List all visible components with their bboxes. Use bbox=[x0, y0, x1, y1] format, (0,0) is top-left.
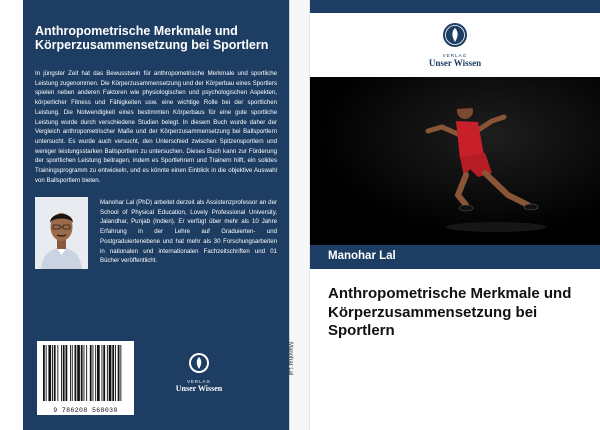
barcode-icon bbox=[37, 341, 134, 405]
front-cover bbox=[310, 0, 600, 430]
publisher-verlag-label: VERLAG bbox=[187, 379, 211, 384]
publisher-logo-front bbox=[418, 22, 492, 68]
runner-photo bbox=[310, 77, 600, 245]
author-photo bbox=[35, 197, 88, 269]
publisher-verlag-label: VERLAG bbox=[442, 53, 468, 58]
publisher-logo-icon bbox=[442, 22, 468, 48]
author-name: Manohar Lal bbox=[328, 250, 396, 262]
author-bio: Manohar Lal (PhD) arbeitet derzeit als Assistenzprofessor an der School of Physical Education, Lovely Professional University, Jalandhar, Punjab (Indien). Er verfügt über mehr als 10 Jahre Erfahrung in der Lehre auf Graduierten- und Postgraduiertenebene und hat mehr als 30 Forschungsarbeiten in nationalen und internationalen Fachzeitschriften und 01 Bücher veröffentlicht. bbox=[100, 199, 277, 265]
back-cover-title: Anthropometrische Merkmale und Körperzusammensetzung bei Sportlern bbox=[35, 24, 269, 52]
top-color-bar bbox=[310, 0, 600, 13]
publisher-name: Unser Wissen bbox=[428, 58, 482, 68]
author-bar bbox=[310, 245, 600, 269]
isbn-digits: 9 786208 568030 bbox=[53, 407, 118, 414]
publisher-logo-icon bbox=[188, 352, 210, 374]
isbn-barcode bbox=[37, 341, 134, 415]
book-title: Anthropometrische Merkmale und Körperzusammensetzung bei Sportlern bbox=[328, 285, 572, 339]
spine-author: Manohar Lal bbox=[287, 342, 293, 376]
publisher-logo-back bbox=[171, 352, 227, 393]
back-cover bbox=[23, 0, 289, 430]
publisher-name: Unser Wissen bbox=[175, 384, 223, 393]
book-spine bbox=[289, 0, 310, 430]
book-blurb: In jüngster Zeit hat das Bewusstsein für anthropometrische Merkmale und sportliche Leistung zugenommen. Die Körperzusammensetzung und der Körperbau eines Sportlers spielen neben anderen Faktoren wie physiologischen und psychologischen Aspekten, körperlicher Fitness und Fähigkeiten usw. eine wichtige Rolle bei der sportlichen Leistung. Die Notwendigkeit eines bestimmten Körperbaus für eine gute sportliche Leistung wurde durch verschiedene Studien belegt. In diesem Buch wurde daher der Vergleich anthropometrischer Maße und der Körperzusammensetzung bei Ballsportlern untersucht. Es wurde auch versucht, den Unterschied zwischen Spitzensportlern und weniger leistungsstarken Ballsportlern zu untersuchen. Dieses Buch kann zur Förderung der sportlichen Leistung beitragen, indem es Sportlehrern und Trainern hilft, ein solides Trainingsprogramm zu entwickeln, und es könnte einen Einblick in die objektive Auswahl von Ballsportlern bieten. bbox=[35, 70, 277, 184]
